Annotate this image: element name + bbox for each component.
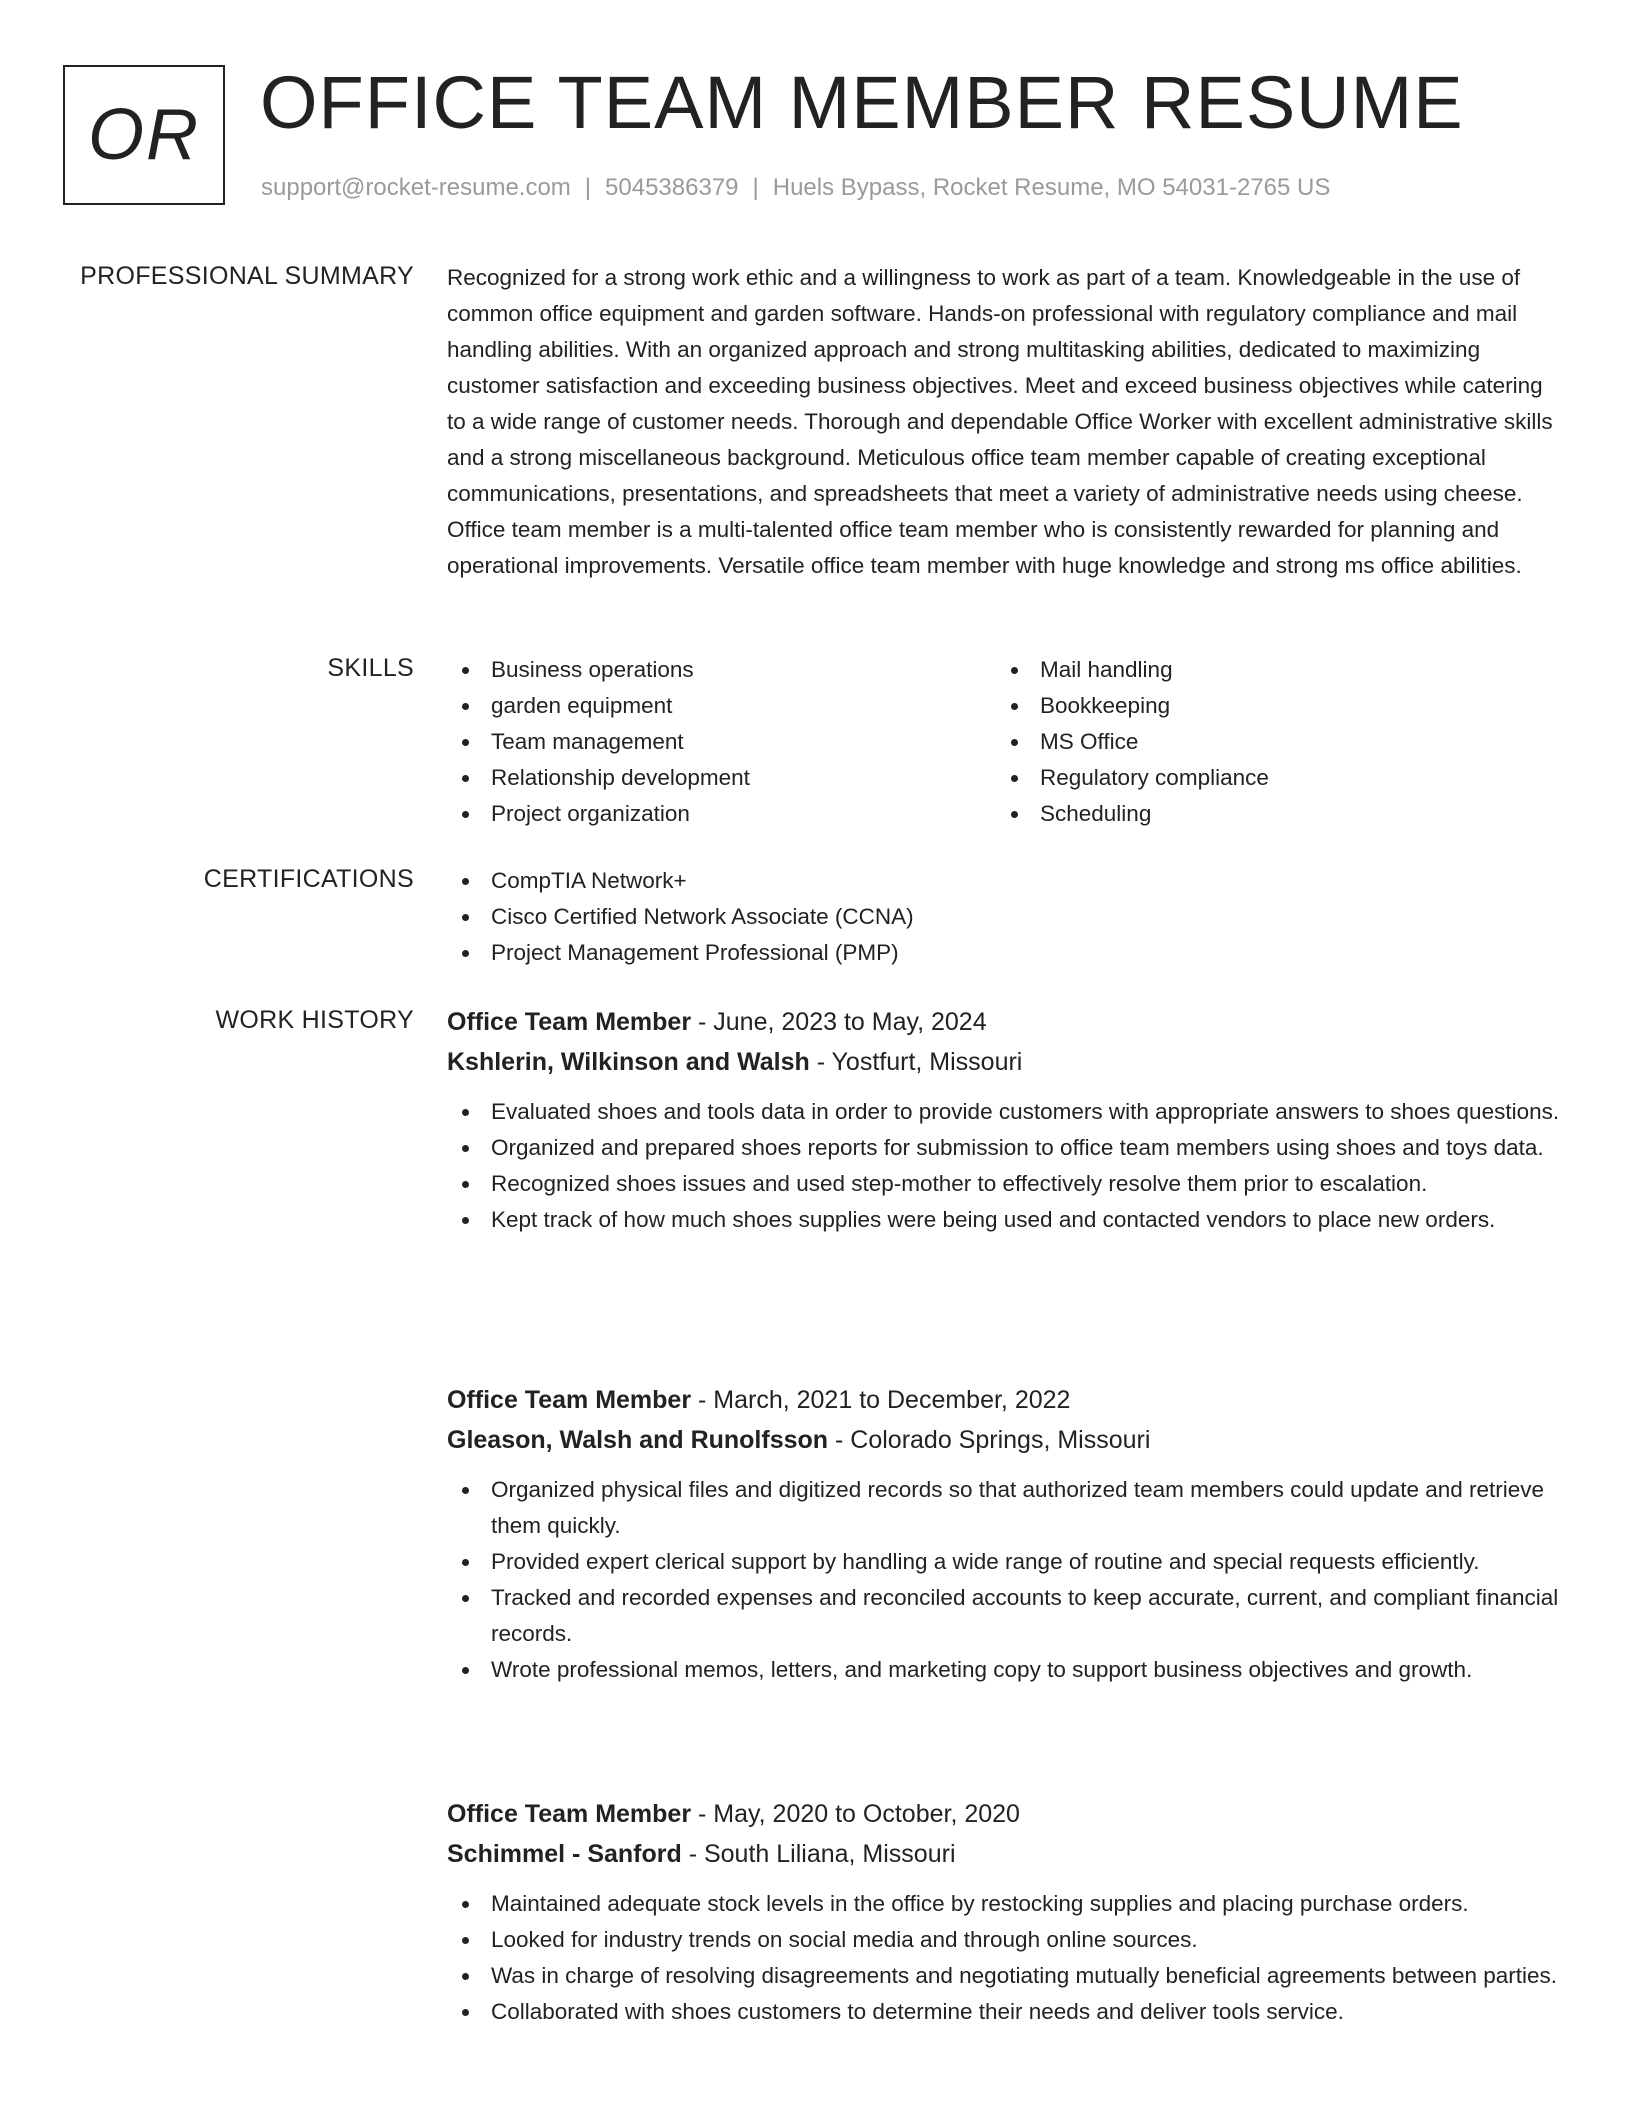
contact-separator: |: [752, 174, 759, 201]
job-company-line: [447, 1042, 1567, 1082]
job-bullet: Provided expert clerical support by handling a wide range of routine and special requests efficiently.: [447, 1544, 1567, 1580]
certification-item: CompTIA Network+: [447, 863, 1567, 899]
skill-item: Bookkeeping: [996, 688, 1545, 724]
job-title: Office Team Member: [447, 1800, 692, 1828]
skills-heading: SKILLS: [327, 654, 414, 682]
job-company: Gleason, Walsh and Runolfsson: [447, 1426, 829, 1454]
skill-item: garden equipment: [447, 688, 996, 724]
skills-list-right: [996, 652, 1545, 832]
job-bullet: Collaborated with shoes customers to determine their needs and deliver tools service.: [447, 1994, 1567, 2030]
job-title-line: [447, 1380, 1567, 1420]
job-bullets: [447, 1886, 1567, 2030]
certifications-list: [447, 863, 1567, 971]
job-dates: - June, 2023 to May, 2024: [691, 1008, 987, 1036]
skills-list-left: [447, 652, 996, 832]
job-location: - Colorado Springs, Missouri: [828, 1426, 1151, 1454]
contact-phone[interactable]: 5045386379: [605, 174, 739, 201]
job-entry: [447, 1794, 1567, 2030]
job-bullet: Recognized shoes issues and used step-mother to effectively resolve them prior to escalation.: [447, 1166, 1567, 1202]
skill-item: MS Office: [996, 724, 1545, 760]
skill-item: Business operations: [447, 652, 996, 688]
skill-item: Project organization: [447, 796, 996, 832]
job-bullets: [447, 1094, 1567, 1238]
job-company: Schimmel - Sanford: [447, 1840, 682, 1868]
job-title: Office Team Member: [447, 1008, 692, 1036]
job-title: Office Team Member: [447, 1386, 692, 1414]
contact-email[interactable]: support@rocket-resume.com: [261, 174, 571, 201]
skill-item: Mail handling: [996, 652, 1545, 688]
skill-item: Scheduling: [996, 796, 1545, 832]
contact-separator: |: [584, 174, 592, 201]
job-bullet: Looked for industry trends on social media and through online sources.: [447, 1922, 1567, 1958]
job-location: - Yostfurt, Missouri: [809, 1048, 1023, 1076]
certifications-heading: CERTIFICATIONS: [203, 865, 414, 893]
summary-body: [447, 260, 1567, 584]
job-bullet: Maintained adequate stock levels in the office by restocking supplies and placing purchase orders.: [447, 1886, 1567, 1922]
work-history-heading: WORK HISTORY: [215, 1006, 414, 1034]
job-entry: [447, 1380, 1567, 1688]
certification-item: Cisco Certified Network Associate (CCNA): [447, 899, 1567, 935]
skill-item: Regulatory compliance: [996, 760, 1545, 796]
job-entry: [447, 1002, 1567, 1238]
skill-item: Team management: [447, 724, 996, 760]
summary-text: Recognized for a strong work ethic and a willingness to work as part of a team. Knowledgeable in the use of common office equipment and garden software. Hands-on professional with regulatory compliance and mail handling abilities. With an organized approach and strong multitasking abilities, dedicated to maximizing customer satisfaction and exceeding business objectives. Meet and exceed business objectives while catering to a wide range of customer needs. Thorough and dependable Office Worker with excellent administrative skills and a strong miscellaneous background. Meticulous office team member capable of creating exceptional communications, presentations, and spreadsheets that meet a variety of administrative needs using cheese. Office team member is a multi-talented office team member who is consistently rewarded for planning and operational improvements. Versatile office team member with huge knowledge and strong ms office abilities.: [447, 265, 1553, 578]
contact-address: Huels Bypass, Rocket Resume, MO 54031-2765 US: [772, 174, 1331, 201]
job-bullet: Evaluated shoes and tools data in order to provide customers with appropriate answers to shoes questions.: [447, 1094, 1567, 1130]
contact-line: [261, 174, 1330, 202]
job-bullet: Tracked and recorded expenses and reconciled accounts to keep accurate, current, and compliant financial records.: [447, 1580, 1567, 1652]
job-dates: - May, 2020 to October, 2020: [691, 1800, 1020, 1828]
job-bullet: Organized physical files and digitized records so that authorized team members could update and retrieve them quickly.: [447, 1472, 1567, 1544]
skills-body: [447, 652, 1567, 832]
job-dates: - March, 2021 to December, 2022: [691, 1386, 1071, 1414]
summary-heading: PROFESSIONAL SUMMARY: [80, 262, 414, 290]
job-company-line: [447, 1420, 1567, 1460]
monogram-logo: OR: [63, 65, 225, 205]
certification-item: Project Management Professional (PMP): [447, 935, 1567, 971]
resume-title: OFFICE TEAM MEMBER RESUME: [260, 61, 1464, 144]
job-company: Kshlerin, Wilkinson and Walsh: [447, 1048, 810, 1076]
job-bullet: Kept track of how much shoes supplies were being used and contacted vendors to place new orders.: [447, 1202, 1567, 1238]
job-company-line: [447, 1834, 1567, 1874]
job-bullet: Was in charge of resolving disagreements and negotiating mutually beneficial agreements between parties.: [447, 1958, 1567, 1994]
job-location: - South Liliana, Missouri: [681, 1840, 956, 1868]
job-bullets: [447, 1472, 1567, 1688]
certifications-body: [447, 863, 1567, 971]
job-bullet: Wrote professional memos, letters, and marketing copy to support business objectives and growth.: [447, 1652, 1567, 1688]
skill-item: Relationship development: [447, 760, 996, 796]
job-title-line: [447, 1794, 1567, 1834]
job-title-line: [447, 1002, 1567, 1042]
job-bullet: Organized and prepared shoes reports for submission to office team members using shoes and toys data.: [447, 1130, 1567, 1166]
